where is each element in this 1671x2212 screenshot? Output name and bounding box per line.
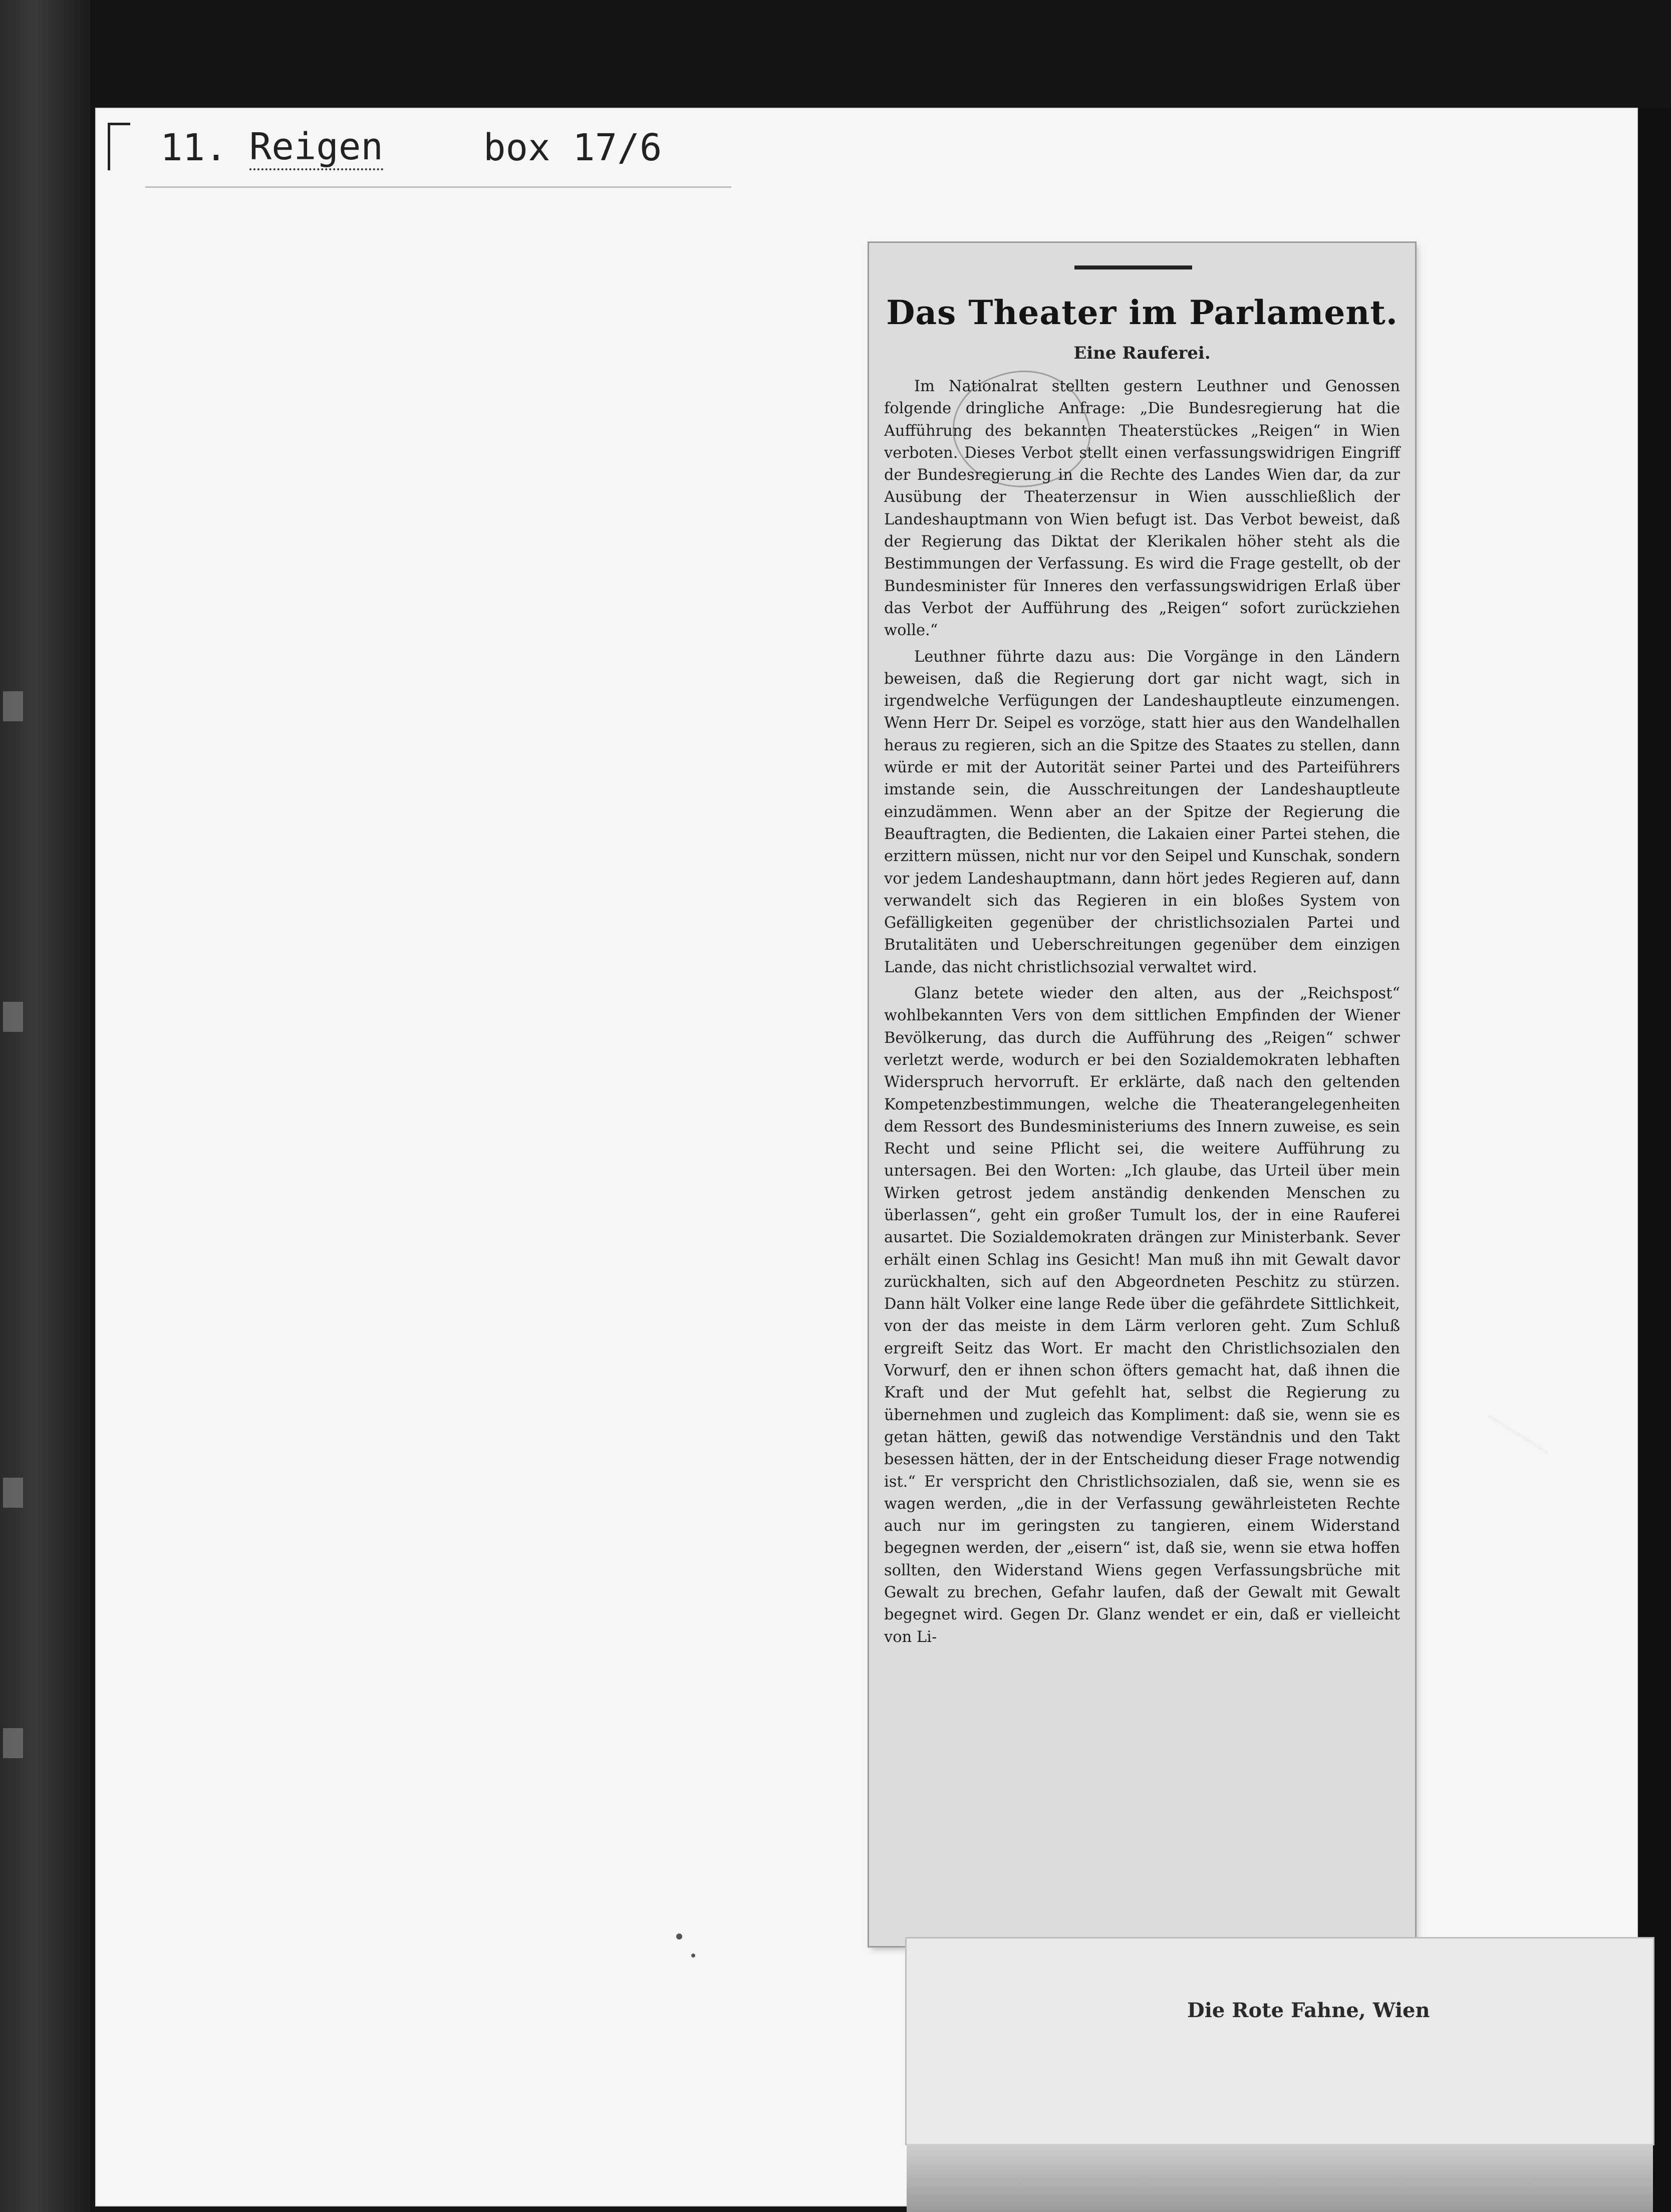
header-divider — [145, 186, 731, 188]
page-fold-shadow — [907, 2144, 1653, 2212]
folder-title: Reigen — [249, 125, 383, 170]
article-paragraph: Leuthner führte dazu aus: Die Vorgänge in den Ländern beweisen, daß die Regierung dort gar nicht wagt, sich in irgendwelche Verfügungen der Landeshauptleute einzumengen. Wenn Herr Dr. Seipel es vorzöge, statt hier aus den Wandelhallen heraus zu regieren, sich an die Spitze des Staates zu stellen, dann würde er mit der Autorität seiner Partei und des Parteiführers imstande sein, die Ausschreitungen der Landeshauptleute einzudämmen. Wenn aber an der Spitze der Regierung die Beauftragten, die Bedienten, die Lakaien einer Partei stehen, die erzittern müssen, nicht nur vor den Seipel und Kunschak, sondern vor jedem Landeshauptmann, dann hört jedes Regieren auf, dann verwandelt sich das Regieren in ein bloßes System von Gefälligkeiten gegenüber der christlichsozialen Partei und Brutalitäten und Ueberschreitungen gegenüber dem einzigen Lande, das nicht christlichsozial verwaltet wird. — [884, 648, 1400, 976]
article-paragraph: Glanz betete wieder den alten, aus der „Reichspost“ wohlbekannten Vers von dem sittlichen Empfinden der Wiener Bevölkerung, das durch die Aufführung des „Reigen“ schwer verletzt werde, wodurch er bei den Sozialdemokraten lebhaften Widerspruch hervorruft. Er erklärte, daß nach den geltenden Kompetenzbestimmungen, welche die Theaterangelegenheiten dem Ressort des Bundesministeriums des Innern zuweise, es sein Recht und seine Pflicht sei, die weitere Aufführung zu untersagen. Bei den Worten: „Ich glaube, das Urteil über mein Wirken getrost jedem anständig denkenden Menschen zu überlassen“, geht ein großer Tumult los, der in eine Rauferei ausartet. Die Sozialdemokraten drängen zur Ministerbank. Sever erhält einen Schlag ins Gesicht! Man muß ihn mit Gewalt davor zurückhalten, sich auf den Abgeordneten Peschitz zu stürzen. Dann hält Volker eine lange Rede über die gefährdete Sittlichkeit, von der das meiste in dem Lärm verloren geht. Zum Schluß ergreift Seitz das Wort. Er macht den Christlichsozialen den Vorwurf, den er ihnen schon öfters gemacht hat, daß ihnen die Kraft und der Mut gefehlt hat, selbst die Regierung zu übernehmen und zugleich das Kompliment: daß sie, wenn sie es getan hätten, gewiß das notwendige Verständnis und den Takt besessen hätten, der in der Entscheidung dieser Frage notwendig ist.“ Er verspricht den Christlichsozialen, daß sie, wenn sie es wagen werden, „die in der Verfassung gewährleisteten Rechte auch nur im geringsten zu tangieren, einem Widerstand begegnen werden, der „eisern“ ist, daß sie, wenn sie etwa hoffen sollten, den Widerstand Wiens gegen Verfassungsbrüche mit Gewalt zu brechen, Gefahr laufen, daß der Gewalt mit Gewalt begegnet wird. Gegen Dr. Glanz wendet er ein, daß er vielleicht von Li- — [884, 985, 1400, 1646]
article-headline: Das Theater im Parlament. — [886, 293, 1398, 332]
article-body — [884, 376, 1400, 1926]
newspaper-clipping — [869, 243, 1415, 1946]
box-number: box 17/6 — [483, 126, 662, 169]
folder-number: 11. — [160, 126, 227, 169]
source-slip — [907, 1939, 1653, 2144]
adjacent-text-fragment — [3, 1002, 23, 1032]
corner-bracket-mark — [108, 123, 130, 170]
article-paragraph: Im Nationalrat stellten gestern Leuthner und Genossen folgende dringliche Anfrage: „Die Bundesregierung hat die Aufführung des bekannten Theaterstückes „Reigen“ in Wien verboten. Dieses Verbot stellt einen verfassungswidrigen Eingriff der Bundesregierung in die Rechte des Landes Wien dar, da zur Ausübung der Theaterzensur in Wien ausschließlich der Landeshauptmann von Wien befugt ist. Das Verbot beweist, daß der Regierung das Diktat der Klerikalen höher steht als die Bestimmungen der Verfassung. Es wird die Frage gestellt, ob der Bundesminister für Inneres den verfassungswidrigen Erlaß über das Verbot der Aufführung des „Reigen“ sofort zurückziehen wolle.“ — [884, 378, 1400, 640]
adjacent-text-fragment — [3, 1478, 23, 1508]
newspaper-source: Die Rote Fahne, Wien — [1187, 1999, 1430, 2022]
article-subheadline: Eine Rauferei. — [1073, 343, 1211, 363]
adjacent-text-fragment — [3, 691, 23, 721]
adjacent-page-edge — [0, 0, 90, 2212]
archive-label — [160, 123, 662, 173]
adjacent-text-fragment — [3, 1728, 23, 1758]
paper-speck — [691, 1954, 695, 1958]
headline-rule — [1074, 265, 1192, 269]
paper-speck — [676, 1933, 682, 1940]
scan-border — [1638, 108, 1671, 2212]
